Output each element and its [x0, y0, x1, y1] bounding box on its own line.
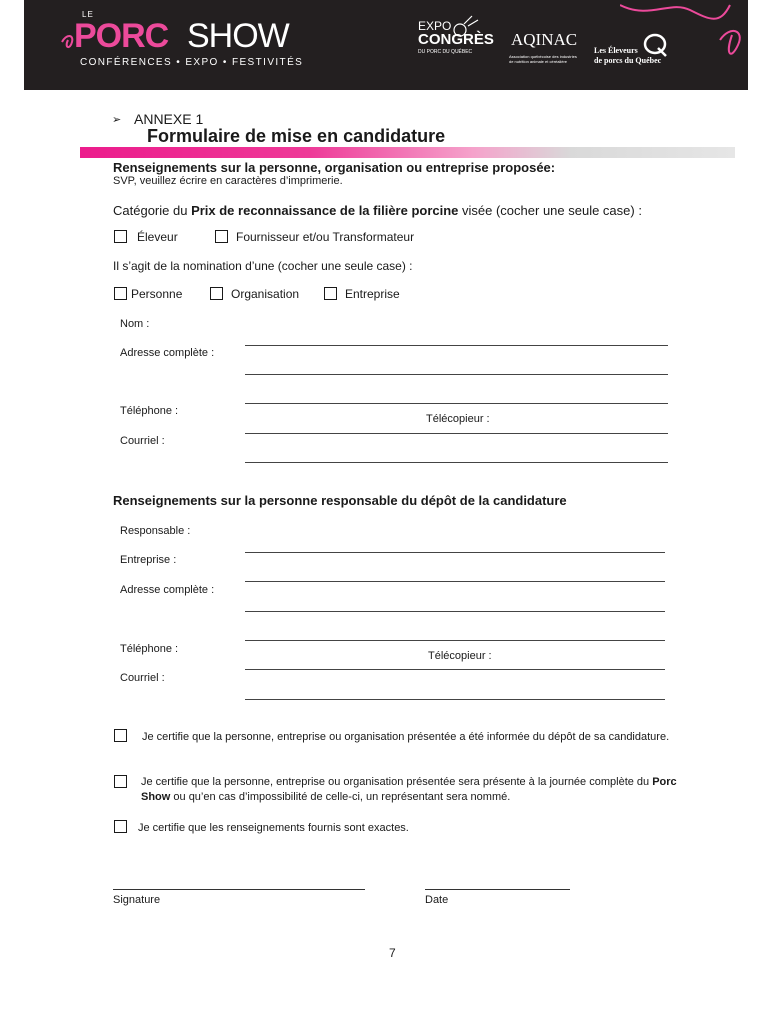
logo-tagline: CONFÉRENCES • EXPO • FESTIVITÉS — [80, 57, 304, 68]
date-label: Date — [425, 894, 449, 906]
page-number: 7 — [389, 946, 396, 960]
signature-line[interactable] — [113, 889, 365, 890]
entreprise-field-line[interactable] — [245, 581, 665, 582]
adresse-field-line[interactable] — [245, 374, 668, 375]
courriel-field-line[interactable] — [245, 462, 668, 463]
annexe-label: ANNEXE 1 — [134, 111, 204, 127]
section2-title: Renseignements sur la personne responsable du dépôt de la candidature — [113, 493, 567, 508]
eleveurs-line1: Les Éleveurs — [594, 46, 638, 55]
option-personne-label: Personne — [131, 287, 183, 301]
q-logo-icon — [642, 32, 670, 58]
nom-label: Nom : — [120, 318, 150, 330]
congres-text: CONGRÈS — [418, 31, 494, 48]
courriel2-field-line[interactable] — [245, 699, 665, 700]
adresse2-field-line[interactable] — [245, 611, 665, 612]
entreprise-label: Entreprise : — [120, 554, 177, 566]
checkbox-certify-exact[interactable] — [114, 820, 127, 833]
option-eleveur-label: Éleveur — [137, 230, 178, 244]
option-entreprise-label: Entreprise — [345, 287, 400, 301]
telephone-field-line[interactable] — [245, 433, 668, 434]
expo-text: EXPO — [418, 19, 452, 33]
option-organisation-label: Organisation — [231, 287, 300, 301]
responsable-label: Responsable : — [120, 525, 191, 537]
signature-label: Signature — [113, 894, 161, 906]
nom-field-line[interactable] — [245, 345, 668, 346]
certify-informed-text: Je certifie que la personne, entreprise ou organisation présentée a été informée du dépôt de sa candidature. — [142, 731, 670, 743]
certify-present-bold: Porc Show — [141, 776, 677, 803]
pig-logo-icon — [446, 12, 482, 42]
logo-porc-text: PORC — [74, 17, 169, 55]
checkbox-personne[interactable] — [114, 287, 127, 300]
checkbox-organisation[interactable] — [210, 287, 223, 300]
aqinac-subtext: Association québécoise des industries de nutrition animale et céréalière — [509, 54, 577, 64]
telecopieur-label: Télécopieur : — [426, 413, 490, 425]
category-prefix: Catégorie du — [113, 203, 192, 218]
category-label — [113, 203, 642, 218]
title-underline-bar — [80, 147, 735, 158]
courriel2-label: Courriel : — [120, 672, 165, 684]
page-title: Formulaire de mise en candidature — [147, 126, 446, 146]
date-line[interactable] — [425, 889, 570, 890]
courriel-label: Courriel : — [120, 435, 165, 447]
responsable-field-line[interactable] — [245, 552, 665, 553]
checkbox-certify-informed[interactable] — [114, 729, 127, 742]
certify-present-before: Je certifie que la personne, entreprise ou organisation présentée sera présente à la journée complète du — [141, 776, 653, 788]
certify-present-text — [141, 775, 677, 805]
adresse2-label: Adresse complète : — [120, 584, 215, 596]
arrow-bullet-icon: ➢ — [112, 114, 122, 126]
eleveurs-line2: de porcs du Québec — [594, 56, 662, 65]
category-bold: Prix de reconnaissance de la filière porcine — [191, 203, 459, 218]
certify-present-after: ou qu’en cas d’impossibilité de celle-ci, un représentant sera nommé. — [170, 791, 511, 803]
logo-le-text: LE — [82, 10, 94, 19]
telephone2-field-line[interactable] — [245, 669, 665, 670]
checkbox-entreprise[interactable] — [324, 287, 337, 300]
option-fournisseur-label: Fournisseur et/ou Transformateur — [236, 230, 415, 244]
checkbox-fournisseur[interactable] — [215, 230, 228, 243]
adresse-label: Adresse complète : — [120, 347, 215, 359]
expo-subtext: DU PORC DU QUÉBEC — [418, 49, 473, 55]
checkbox-certify-present[interactable] — [114, 775, 127, 788]
checkbox-eleveur[interactable] — [114, 230, 127, 243]
category-suffix: visée (cocher une seule case) : — [458, 203, 642, 218]
telephone-label: Téléphone : — [120, 405, 179, 417]
adresse-field-line-2[interactable] — [245, 403, 668, 404]
adresse2-field-line-2[interactable] — [245, 640, 665, 641]
logo-show-text: SHOW — [187, 17, 289, 55]
telecopieur2-label: Télécopieur : — [428, 650, 492, 662]
nomination-label: Il s’agit de la nomination d’une (cocher une seule case) : — [113, 259, 413, 273]
section1-title: Renseignements sur la personne, organisation ou entreprise proposée: — [113, 160, 556, 175]
aqinac-logo: AQINAC — [511, 30, 578, 49]
certify-exact-text: Je certifie que les renseignements fournis sont exactes. — [138, 822, 409, 834]
section1-subtitle: SVP, veuillez écrire en caractères d’imprimerie. — [113, 175, 343, 187]
telephone2-label: Téléphone : — [120, 643, 179, 655]
